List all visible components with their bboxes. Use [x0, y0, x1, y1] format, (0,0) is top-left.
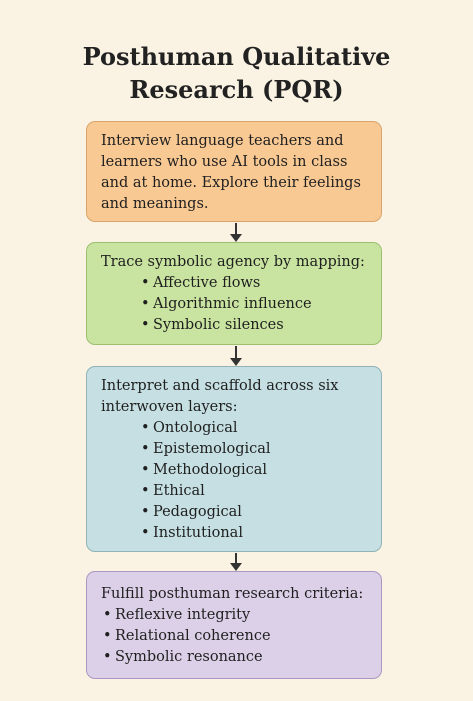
- step-1-box: [86, 121, 382, 222]
- list-item: • Ontological: [153, 418, 369, 439]
- list-item: • Methodological: [153, 460, 369, 481]
- list-item: • Ethical: [153, 481, 369, 502]
- page-title: [0, 40, 473, 106]
- list-item: • Algorithmic influence: [153, 294, 369, 315]
- title-line-2: Research (PQR): [129, 75, 344, 104]
- step-3-list: [153, 418, 369, 544]
- arrow-1-to-2: [230, 223, 242, 243]
- list-item: • Pedagogical: [153, 502, 369, 523]
- list-item: • Affective flows: [153, 273, 369, 294]
- step-4-heading: Fulfill posthuman research criteria:: [101, 586, 364, 602]
- step-4-box: [86, 571, 382, 679]
- step-2-box: [86, 242, 382, 345]
- list-item: • Institutional: [153, 523, 369, 544]
- list-item: • Epistemological: [153, 439, 369, 460]
- step-1-text: Interview language teachers and learners who use AI tools in class and at home. Explore their feelings and meanings.: [101, 133, 361, 212]
- list-item: • Reflexive integrity: [115, 605, 369, 626]
- step-3-heading: Interpret and scaffold across six interwoven layers:: [101, 378, 339, 415]
- step-2-heading: Trace symbolic agency by mapping:: [101, 254, 365, 270]
- list-item: • Symbolic resonance: [115, 647, 369, 668]
- list-item: • Relational coherence: [115, 626, 369, 647]
- step-3-box: [86, 366, 382, 552]
- step-2-list: [153, 273, 369, 336]
- title-line-1: Posthuman Qualitative: [82, 42, 391, 71]
- list-item: • Symbolic silences: [153, 315, 369, 336]
- arrow-3-to-4: [230, 553, 242, 572]
- step-4-list: [115, 605, 369, 668]
- arrow-2-to-3: [230, 346, 242, 367]
